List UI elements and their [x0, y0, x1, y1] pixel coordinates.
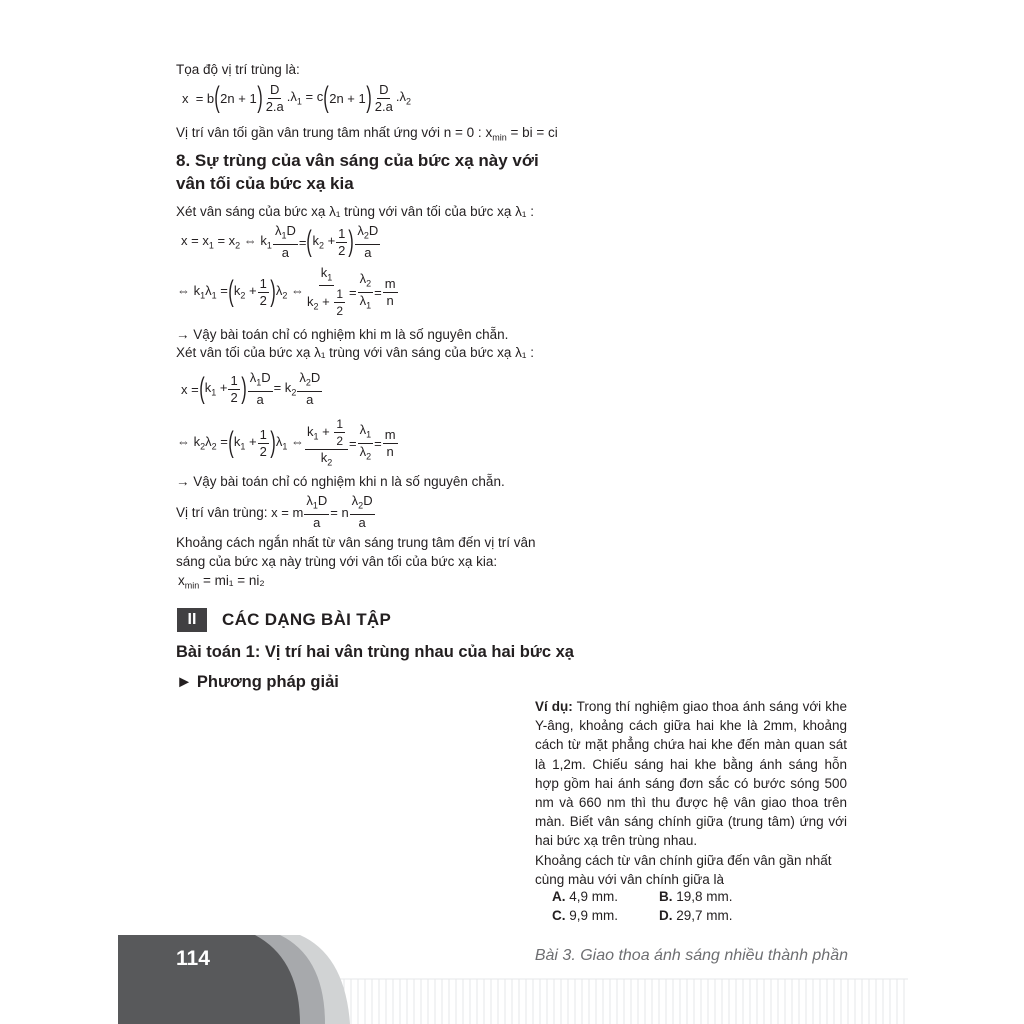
footer-decoration: [0, 935, 1024, 1024]
formula-case2-a: x = ( $k_1$ + $\frac{1}{2}$ ) $\frac{\lambda_1D}{a}$ = $k_2$ $\frac{\lambda_2D}{a}$: [181, 370, 321, 407]
xmin-final: $x_{min} = mi_1 = ni_2$: [178, 573, 265, 591]
formula-case2-b: ⇔ $k_2\lambda_2$ = ( $k_1$ + $\frac{1}{2}$ ) $\lambda_1$ ⇔ $k_1$ + $\frac{1}{2}$ $k_2$ = $\frac{\lambda_1}{\lambda_2}$ = $\frac{m}{n}$: [177, 416, 396, 468]
section-badge: II: [177, 608, 207, 632]
method-title: ► Phương pháp giải: [176, 673, 339, 691]
intro-line: Tọa độ vị trí trùng là:: [176, 62, 300, 77]
min-position-text: Vị trí vân tối gần vân trung tâm nhất ứng với n = 0 : $x_{min}$ = bi = ci: [176, 125, 558, 143]
distance-line-2: sáng của bức xạ này trùng với vân tối của bức xạ kia:: [176, 554, 498, 569]
example-question: Khoảng cách từ vân chính giữa đến vân gần nhất cùng màu với vân chính giữa là: [535, 852, 832, 887]
section-title: CÁC DẠNG BÀI TẬP: [222, 610, 392, 629]
conclusion2: → Vậy bài toán chỉ có nghiệm khi n là số nguyên chẵn.: [176, 474, 505, 489]
formula-coincidence: x = b ( 2n + 1 ) $\frac{D}{2.a}$ $.\lambda_1 = c$ ( 2n + 1 ) $\frac{D}{2.a}$ $.\lambda_2$: [182, 81, 411, 114]
case2-text: Xét vân tối của bức xạ λ₁ trùng với vân sáng của bức xạ λ₁ :: [176, 345, 534, 360]
answer-b: B. 19,8 mm.: [659, 889, 733, 904]
formula-case1-a: $x = x_1 = x_2$ ⇔ $k_1$ $\frac{\lambda_1D}{a}$ = ( $k_2$ + $\frac{1}{2}$ ) $\frac{\lambda_2D}{a}$: [181, 223, 379, 260]
answer-a: A. 4,9 mm.: [552, 889, 619, 904]
section-8-title-1: 8. Sự trùng của vân sáng của bức xạ này với: [176, 151, 539, 170]
conclusion1: → Vậy bài toán chỉ có nghiệm khi m là số nguyên chẵn.: [176, 327, 509, 342]
example-label: Ví dụ:: [535, 699, 573, 714]
problem-title: Bài toán 1: Vị trí hai vân trùng nhau của hai bức xạ: [176, 643, 574, 661]
answer-d: D. 29,7 mm.: [659, 908, 733, 923]
section-8-title-2: vân tối của bức xạ kia: [176, 174, 354, 193]
chapter-title: Bài 3. Giao thoa ánh sáng nhiều thành phần: [534, 947, 848, 964]
case1-text: Xét vân sáng của bức xạ λ₁ trùng với vân tối của bức xạ λ₁ :: [176, 204, 534, 219]
page-number: 114: [176, 947, 210, 970]
example-text: Trong thí nghiệm giao thoa ánh sáng với khe Y-âng, khoảng cách giữa hai khe là 2mm, khoảng cách từ mặt phẳng chứa hai khe đến màn quan sát là 1,2m. Chiếu sáng hai khe bằng ánh sáng hỗn hợp gồm hai ánh sáng đơn sắc có bước sóng 500 nm và 660 nm thì thu được hệ vân giao thoa trên màn. Biết vân sáng chính giữa (trung tâm) ứng với hai bức xạ trên trùng nhau.: [535, 699, 847, 849]
example-block: [535, 697, 847, 889]
answer-c: C. 9,9 mm.: [552, 908, 619, 923]
formula-position: Vị trí vân trùng: x = m $\frac{\lambda_1D}{a}$ = n $\frac{\lambda_2D}{a}$: [176, 493, 373, 530]
formula-case1-b: ⇔ $k_1\lambda_1$ = ( $k_2$ + $\frac{1}{2}$ ) $\lambda_2$ ⇔ $k_1$ $k_2$ + $\frac{1}{2}$ = $\frac{\lambda_2}{\lambda_1}$ = $\frac{m}{n}$: [177, 264, 396, 319]
distance-line-1: Khoảng cách ngắn nhất từ vân sáng trung tâm đến vị trí vân: [176, 535, 536, 550]
